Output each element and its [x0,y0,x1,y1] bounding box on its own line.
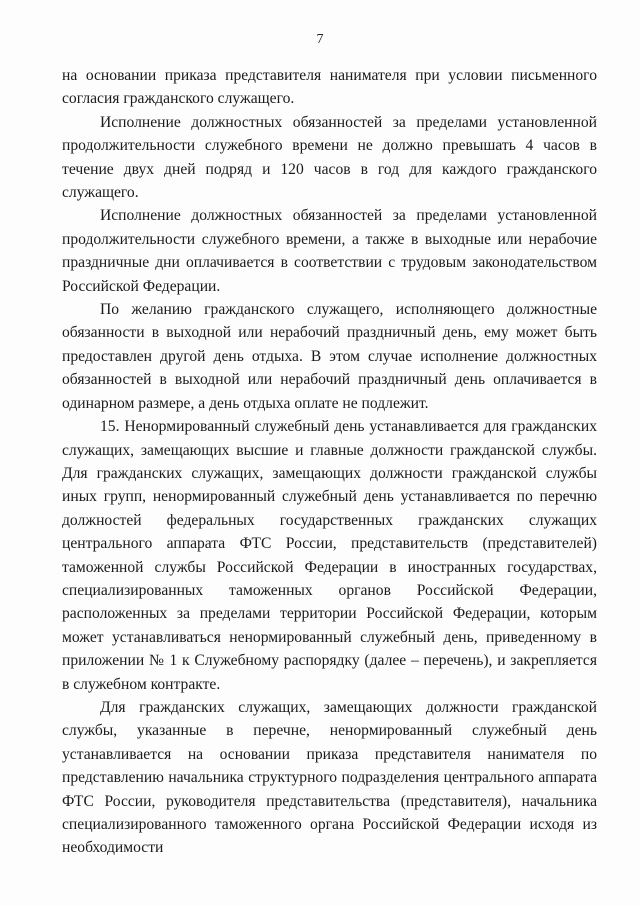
paragraph-overtime-pay: Исполнение должностных обязанностей за пределами установленной продолжительности служебного времени, а также в выходные или нерабочие праздничные дни оплачивается в соответствии с трудовым законодательством Российской Федерации. [62,207,597,295]
document-body [62,64,597,860]
paragraph-item-15: 15. Ненормированный служебный день устанавливается для гражданских служащих, замещающих высшие и главные должности гражданской службы. Для гражданских служащих, замещающих должности гражданской службы иных групп, ненормированный служебный день устанавливается по перечню должностей федеральных государственных гражданских служащих центрального аппарата ФТС России, представительств (представителей) таможенной службы Российской Федерации в иностранных государствах, специализированных таможенных органов Российской Федерации, расположенных за пределами территории Российской Федерации, которым может устанавливаться ненормированный служебный день, приведенному в приложении № 1 к Служебному распорядку (далее – перечень), и закрепляется в служебном контракте. [62,418,597,693]
paragraph-irregular-day-order: Для гражданских служащих, замещающих должности гражданской службы, указанные в перечне, ненормированный служебный день устанавливается на основании приказа представителя нанимателя по представлению начальника структурного подразделения центрального аппарата ФТС России, руководителя представительства (представителя), начальника специализированного таможенного органа Российской Федерации исходя из необходимости [62,698,597,857]
page-number: 7 [316,32,324,47]
paragraph-continuation: на основании приказа представителя нанимателя при условии письменного согласия гражданского служащего. [62,67,597,108]
paragraph-day-off: По желанию гражданского служащего, исполняющего должностные обязанности в выходной или нерабочий праздничный день, ему может быть предоставлен другой день отдыха. В этом случае исполнение должностных обязанностей в выходной или нерабочий праздничный день оплачивается в одинарном размере, а день отдыха оплате не подлежит. [62,301,597,412]
paragraph-overtime-limit: Исполнение должностных обязанностей за пределами установленной продолжительности служебного времени не должно превышать 4 часов в течение двух дней подряд и 120 часов в год для каждого гражданского служащего. [62,113,597,202]
